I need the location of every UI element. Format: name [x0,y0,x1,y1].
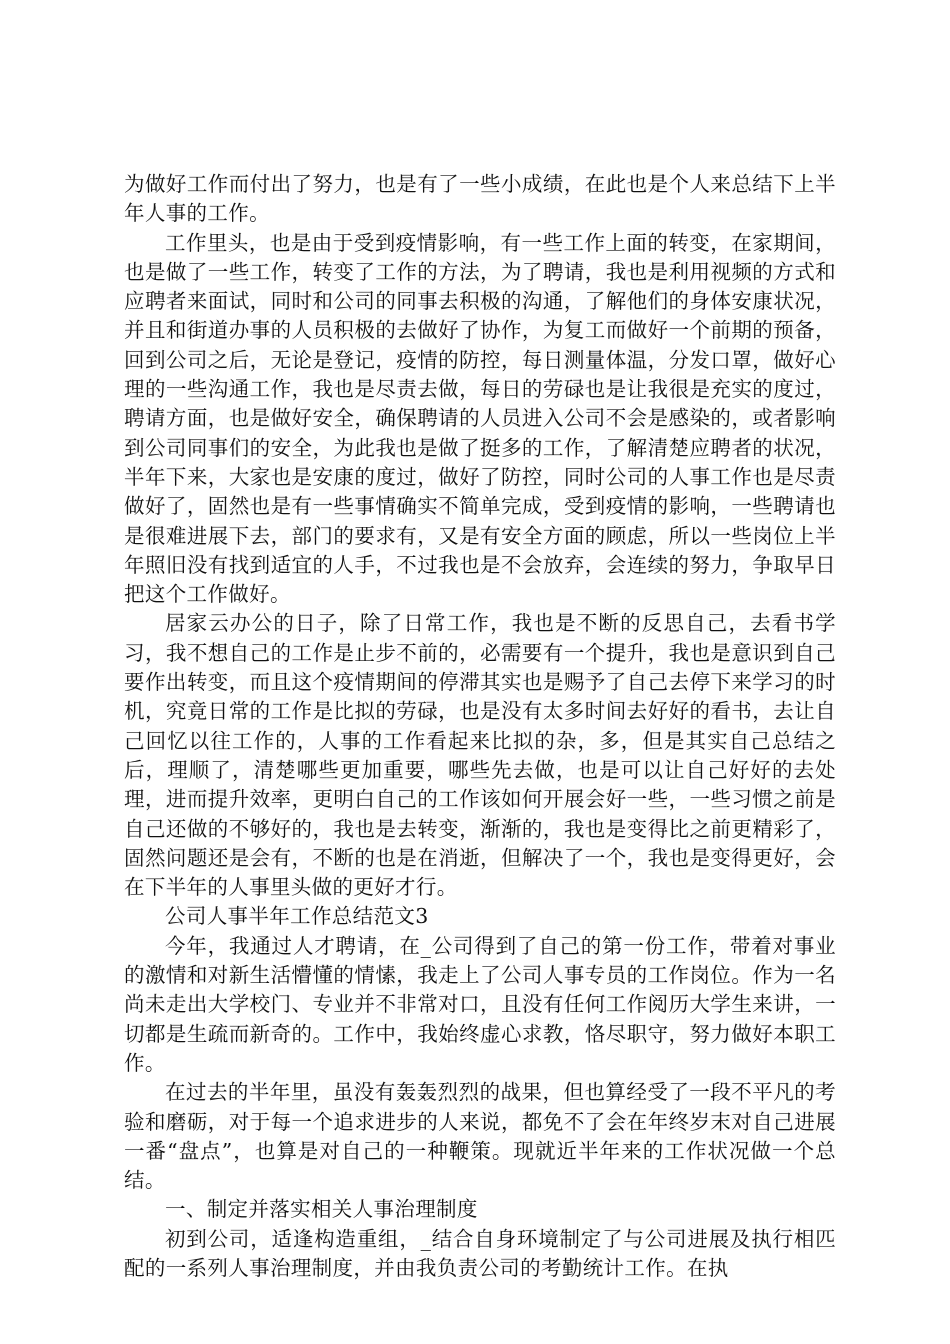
paragraph-hr-system: 初到公司，适逢构造重组，_结合自身环境制定了与公司进展及执行相匹配的一系列人事治理制度，并由我负责公司的考勤统计工作。在执 [124,1226,836,1280]
paragraph-epidemic-work: 工作里头，也是由于受到疫情影响，有一些工作上面的转变，在家期间，也是做了一些工作，转变了工作的方法，为了聘请，我也是利用视频的方式和应聘者来面试，同时和公司的同事去积极的沟通，了解他们的身体安康状况，并且和街道办事的人员积极的去做好了协作，为复工而做好一个前期的预备，回到公司之后，无论是登记，疫情的防控，每日测量体温，分发口罩，做好心理的一些沟通工作，我也是尽责去做，每日的劳碌也是让我很是充实的度过，聘请方面，也是做好安全，确保聘请的人员进入公司不会是感染的，或者影响到公司同事们的安全，为此我也是做了挺多的工作，了解清楚应聘者的状况，半年下来，大家也是安康的度过，做好了防控，同时公司的人事工作也是尽责做好了，固然也是有一些事情确实不简单完成，受到疫情的影响，一些聘请也是很难进展下去，部门的要求有，又是有安全方面的顾虑，所以一些岗位上半年照旧没有找到适宜的人手，不过我也是不会放弃，会连续的努力，争取早日把这个工作做好。 [124,230,836,607]
section-title: 公司人事半年工作总结范文3 [165,904,429,929]
paragraph-first-job: 今年，我通过人才聘请，在_公司得到了自己的第一份工作，带着对事业的激情和对新生活懵懂的情愫，我走上了公司人事专员的工作岗位。作为一名尚未走出大学校门、专业并不非常对口，且没有任何工作阅历大学生来讲，一切都是生疏而新奇的。工作中，我始终虚心求教，恪尽职守，努力做好本职工作。 [124,933,836,1075]
document-body [124,170,836,1283]
paragraph-self-study: 居家云办公的日子，除了日常工作，我也是不断的反思自己，去看书学习，我不想自己的工作是止步不前的，必需要有一个提升，我也是意识到自己要作出转变，而且这个疫情期间的停滞其实也是赐予了自己去停下来学习的时机，究竟日常的工作是比拟的劳碌，也是没有太多时间去好好的看书，去让自己回忆以往工作的，人事的工作看起来比拟的杂，多，但是其实自己总结之后，理顺了，清楚哪些更加重要，哪些先去做，也是可以让自己好好的去处理，进而提升效率，更明白自己的工作该如何开展会好一些，一些习惯之前是自己还做的不够好的，我也是去转变，渐渐的，我也是变得比之前更精彩了，固然问题还是会有，不断的也是在消逝，但解决了一个，我也是变得更好，会在下半年的人事里头做的更好才行。 [124,611,836,900]
paragraph-half-year-review: 在过去的半年里，虽没有轰轰烈烈的战果，但也算经受了一段不平凡的考验和磨砺，对于每一个追求进步的人来说，都免不了会在年终岁末对自己进展一番“盘点”，也算是对自己的一种鞭策。现就近半年来的工作状况做一个总结。 [124,1080,836,1193]
subsection-heading: 一、制定并落实相关人事治理制度 [165,1197,478,1222]
paragraph-continuation: 为做好工作而付出了努力，也是有了一些小成绩，在此也是个人来总结下上半年人事的工作。 [124,172,836,226]
